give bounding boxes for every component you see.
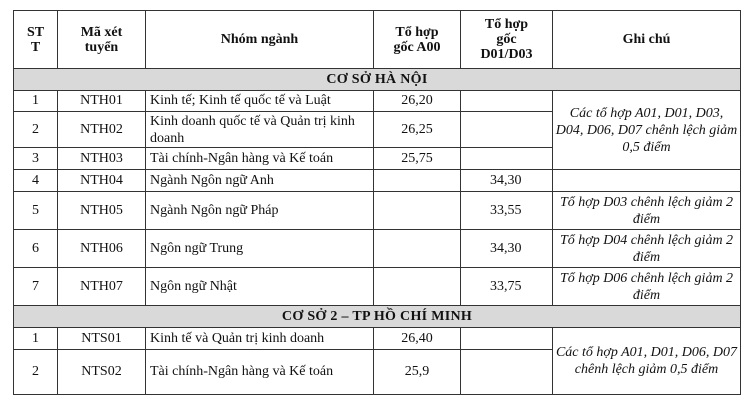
cell-ma: NTH07 bbox=[58, 268, 146, 306]
cell-note-empty bbox=[553, 170, 741, 192]
header-ghi-chu: Ghi chú bbox=[553, 11, 741, 69]
header-to-hop-d01-d03: Tổ hợp gốc D01/D03 bbox=[461, 11, 553, 69]
cell-nhom: Kinh tế và Quản trị kinh doanh bbox=[146, 328, 374, 350]
cell-d: 33,75 bbox=[461, 268, 553, 306]
cell-note-group-a: Các tổ hợp A01, D01, D03, D04, D06, D07 chênh lệch giảm 0,5 điểm bbox=[553, 91, 741, 170]
cell-a00 bbox=[374, 268, 461, 306]
cell-nhom: Ngôn ngữ Trung bbox=[146, 230, 374, 268]
table-row bbox=[14, 328, 741, 350]
cell-a00: 25,75 bbox=[374, 148, 461, 170]
cell-stt: 6 bbox=[14, 230, 58, 268]
cell-a00: 25,9 bbox=[374, 350, 461, 395]
cell-note-d06: Tổ hợp D06 chênh lệch giảm 2 điểm bbox=[553, 268, 741, 306]
table-row bbox=[14, 91, 741, 112]
section-row-tp-hcm bbox=[14, 306, 741, 328]
section-title: CƠ SỞ HÀ NỘI bbox=[14, 69, 741, 91]
table-row bbox=[14, 170, 741, 192]
admission-score-table bbox=[13, 10, 741, 395]
header-stt: ST T bbox=[14, 11, 58, 69]
table-row bbox=[14, 192, 741, 230]
cell-stt: 5 bbox=[14, 192, 58, 230]
table-row bbox=[14, 268, 741, 306]
cell-ma: NTH05 bbox=[58, 192, 146, 230]
cell-d bbox=[461, 350, 553, 395]
cell-nhom: Ngôn ngữ Nhật bbox=[146, 268, 374, 306]
cell-nhom: Ngành Ngôn ngữ Pháp bbox=[146, 192, 374, 230]
cell-nhom: Tài chính-Ngân hàng và Kế toán bbox=[146, 148, 374, 170]
header-ma-xet-tuyen: Mã xét tuyển bbox=[58, 11, 146, 69]
header-row bbox=[14, 11, 741, 69]
cell-d bbox=[461, 112, 553, 148]
cell-stt: 7 bbox=[14, 268, 58, 306]
section-title: CƠ SỞ 2 – TP HỒ CHÍ MINH bbox=[14, 306, 741, 328]
section-row-ha-noi bbox=[14, 69, 741, 91]
cell-nhom: Tài chính-Ngân hàng và Kế toán bbox=[146, 350, 374, 395]
cell-a00 bbox=[374, 170, 461, 192]
cell-note-group-b: Các tổ hợp A01, D01, D06, D07 chênh lệch giảm 0,5 điểm bbox=[553, 328, 741, 395]
header-to-hop-a00: Tổ hợp gốc A00 bbox=[374, 11, 461, 69]
cell-ma: NTH02 bbox=[58, 112, 146, 148]
cell-d bbox=[461, 148, 553, 170]
cell-a00: 26,40 bbox=[374, 328, 461, 350]
cell-stt: 2 bbox=[14, 350, 58, 395]
cell-stt: 4 bbox=[14, 170, 58, 192]
cell-ma: NTS01 bbox=[58, 328, 146, 350]
cell-ma: NTH01 bbox=[58, 91, 146, 112]
cell-nhom: Kinh doanh quốc tế và Quản trị kinh doanh bbox=[146, 112, 374, 148]
cell-a00: 26,20 bbox=[374, 91, 461, 112]
cell-note-d04: Tổ hợp D04 chênh lệch giảm 2 điểm bbox=[553, 230, 741, 268]
cell-ma: NTS02 bbox=[58, 350, 146, 395]
cell-a00 bbox=[374, 230, 461, 268]
cell-stt: 1 bbox=[14, 328, 58, 350]
cell-d bbox=[461, 91, 553, 112]
cell-nhom: Kinh tế; Kinh tế quốc tế và Luật bbox=[146, 91, 374, 112]
cell-d: 34,30 bbox=[461, 170, 553, 192]
cell-stt: 1 bbox=[14, 91, 58, 112]
cell-nhom: Ngành Ngôn ngữ Anh bbox=[146, 170, 374, 192]
cell-ma: NTH04 bbox=[58, 170, 146, 192]
cell-a00 bbox=[374, 192, 461, 230]
header-nhom-nganh: Nhóm ngành bbox=[146, 11, 374, 69]
cell-d bbox=[461, 328, 553, 350]
cell-a00: 26,25 bbox=[374, 112, 461, 148]
cell-ma: NTH03 bbox=[58, 148, 146, 170]
table-row bbox=[14, 230, 741, 268]
cell-stt: 3 bbox=[14, 148, 58, 170]
cell-note-d03: Tổ hợp D03 chênh lệch giảm 2 điểm bbox=[553, 192, 741, 230]
cell-ma: NTH06 bbox=[58, 230, 146, 268]
cell-stt: 2 bbox=[14, 112, 58, 148]
cell-d: 34,30 bbox=[461, 230, 553, 268]
cell-d: 33,55 bbox=[461, 192, 553, 230]
